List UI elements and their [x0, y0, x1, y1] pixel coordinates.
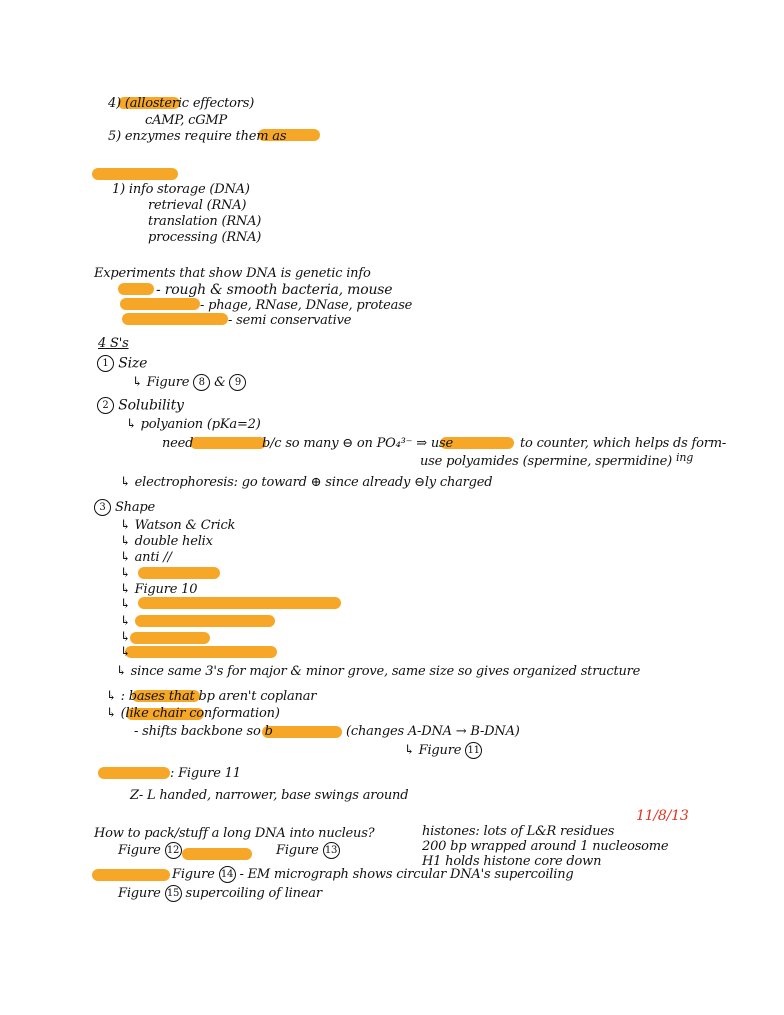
note-line: ↳ electrophoresis: go toward ⊕ since already ⊖ly charged — [120, 475, 493, 490]
figure-label: Figure — [118, 886, 161, 901]
section-heading-solubility — [97, 397, 184, 414]
note-line: - shifts backbone so b — [134, 724, 273, 739]
note-line — [404, 742, 482, 759]
highlight-mark — [120, 298, 200, 310]
note-line — [172, 866, 574, 883]
note-line — [276, 842, 340, 859]
note-line: ↳ Figure 10 — [120, 582, 198, 597]
note-line: ↳ anti // — [120, 550, 172, 565]
date-stamp: 11/8/13 — [636, 808, 689, 824]
highlight-mark — [182, 848, 252, 860]
note-line: ↳ double helix — [120, 534, 213, 549]
heading-text: Size — [118, 355, 148, 372]
note-line: ↳ polyanion (pKa=2) — [126, 417, 261, 432]
note-line: ↳ — [120, 630, 131, 645]
note-line: cAMP, cGMP — [145, 113, 228, 128]
note-line: - semi conservative — [228, 313, 352, 328]
highlight-mark — [98, 767, 170, 779]
figure-label: Figure — [172, 867, 215, 882]
figure-number: 14 — [219, 866, 236, 883]
note-line: H1 holds histone core down — [422, 854, 602, 869]
figure-label: ↳ Figure — [132, 375, 190, 390]
section-heading-shape — [94, 499, 155, 516]
note-line: b/c so many ⊖ on PO₄³⁻ ⇒ use — [262, 436, 454, 451]
highlight-mark — [135, 615, 275, 627]
note-line: 1) info storage (DNA) — [112, 182, 250, 197]
note-line: (changes A-DNA → B-DNA) — [346, 724, 520, 739]
highlight-mark — [190, 437, 266, 449]
note-line: 4) (allosteric effectors) — [108, 96, 255, 111]
highlight-mark — [92, 869, 170, 881]
note-line: ↳ (like chair conformation) — [106, 706, 280, 721]
figure-number: 15 — [165, 885, 182, 902]
note-line: use polyamides (spermine, spermidine) — [420, 454, 672, 469]
section-title: 4 S's — [98, 336, 129, 351]
highlight-mark — [118, 283, 154, 295]
note-line: : Figure 11 — [170, 766, 241, 781]
note-line: 200 bp wrapped around 1 nucleosome — [422, 839, 669, 854]
figure-number: 11 — [465, 742, 482, 759]
note-line: ↳ : bases that bp aren't coplanar — [106, 689, 317, 704]
note-line: histones: lots of L&R residues — [422, 824, 615, 839]
figure-caption: - EM micrograph shows circular DNA's supercoiling — [239, 867, 574, 882]
figure-label: Figure — [276, 843, 319, 858]
section-heading-size — [97, 355, 147, 372]
figure-label: ↳ Figure — [404, 743, 462, 758]
figure-label: Figure — [118, 843, 161, 858]
note-line: - rough & smooth bacteria, mouse — [156, 282, 393, 298]
circled-number: 2 — [97, 397, 114, 414]
highlight-mark — [122, 313, 228, 325]
note-line: 5) enzymes require them as — [108, 129, 287, 144]
note-line: ↳ Watson & Crick — [120, 518, 236, 533]
highlight-mark — [92, 168, 178, 180]
circled-number: 3 — [94, 499, 111, 516]
figure-caption: supercoiling of linear — [185, 886, 322, 901]
ampersand: & — [214, 375, 226, 390]
note-line: ↳ — [120, 614, 131, 629]
highlight-mark — [130, 632, 210, 644]
figure-number: 9 — [229, 374, 246, 391]
note-line: Z- L handed, narrower, base swings around — [130, 788, 409, 803]
circled-number: 1 — [97, 355, 114, 372]
note-heading: How to pack/stuff a long DNA into nucleus? — [94, 826, 375, 841]
highlight-mark — [262, 726, 342, 738]
note-line: - phage, RNase, DNase, protease — [200, 298, 413, 313]
note-line: ing — [676, 451, 694, 464]
note-line: processing (RNA) — [148, 230, 262, 245]
highlight-mark — [138, 597, 341, 609]
heading-text: Solubility — [118, 397, 184, 414]
note-line: ↳ — [120, 597, 131, 612]
note-line — [118, 885, 322, 902]
note-line: to counter, which helps ds form- — [520, 436, 727, 451]
note-line: need — [162, 436, 194, 451]
figure-number: 8 — [193, 374, 210, 391]
note-heading: Experiments that show DNA is genetic info — [94, 266, 371, 281]
note-line: translation (RNA) — [148, 214, 262, 229]
note-line: ↳ — [120, 645, 131, 660]
highlight-mark — [125, 646, 277, 658]
note-line: ↳ since same 3's for major & minor grove, same size so gives organized structure — [116, 664, 641, 679]
figure-number: 12 — [165, 842, 182, 859]
heading-text: Shape — [114, 500, 155, 515]
note-line: ↳ — [120, 566, 131, 581]
note-line: retrieval (RNA) — [148, 198, 247, 213]
highlight-mark — [138, 567, 220, 579]
note-line — [118, 842, 182, 859]
figure-number: 13 — [323, 842, 340, 859]
note-line — [132, 374, 246, 391]
